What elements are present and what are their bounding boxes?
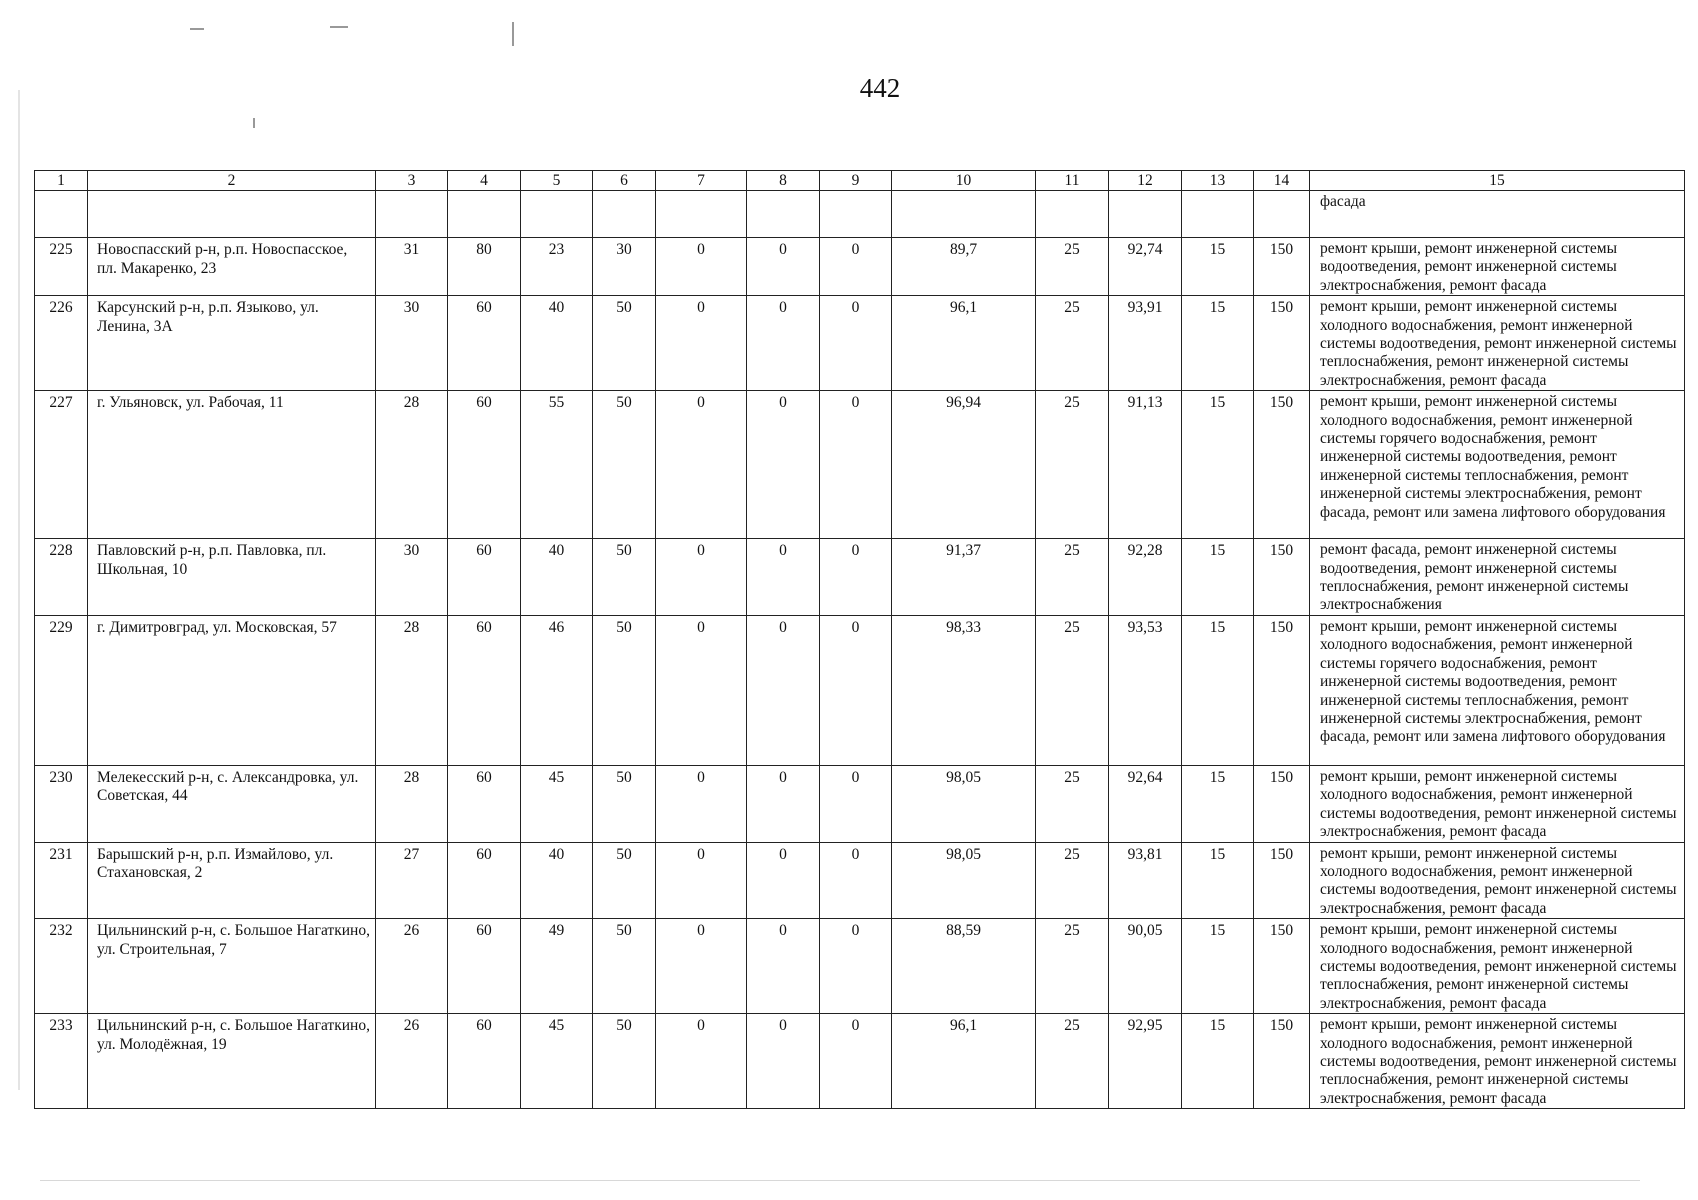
table-cell: 25 — [1036, 539, 1109, 616]
table-cell: 15 — [1182, 615, 1254, 765]
table-cell: 25 — [1036, 842, 1109, 919]
table-cell: 96,94 — [892, 391, 1036, 539]
table-row — [35, 765, 1685, 842]
work-description: ремонт крыши, ремонт инженерной системы водоотведения, ремонт инженерной системы электроснабжения, ремонт фасада — [1310, 238, 1685, 296]
row-number: 231 — [35, 842, 88, 919]
table-cell: 50 — [593, 842, 656, 919]
table-cell: 30 — [593, 238, 656, 296]
scan-speck — [40, 1180, 1640, 1181]
scan-speck — [18, 90, 20, 1090]
column-header: 7 — [656, 171, 747, 191]
table-cell: 0 — [656, 391, 747, 539]
table-cell — [820, 191, 892, 238]
table-cell: 0 — [656, 765, 747, 842]
table-cell: 90,05 — [1109, 919, 1182, 1014]
data-table — [34, 170, 1685, 1109]
table-cell: 46 — [521, 615, 593, 765]
table-cell: 150 — [1254, 615, 1310, 765]
table-cell: 40 — [521, 539, 593, 616]
row-number: 230 — [35, 765, 88, 842]
table-cell — [376, 191, 448, 238]
table-cell: 26 — [376, 1014, 448, 1109]
row-number: 229 — [35, 615, 88, 765]
table-cell: 150 — [1254, 919, 1310, 1014]
column-header: 12 — [1109, 171, 1182, 191]
table-cell: 15 — [1182, 539, 1254, 616]
table-cell — [88, 191, 376, 238]
table-row — [35, 296, 1685, 391]
table-cell: 0 — [747, 238, 820, 296]
table-cell: 15 — [1182, 391, 1254, 539]
table-cell: 60 — [448, 296, 521, 391]
column-header: 13 — [1182, 171, 1254, 191]
table-cell: 50 — [593, 1014, 656, 1109]
address: Карсунский р-н, р.п. Языково, ул. Ленина, 3А — [88, 296, 376, 391]
table-cell: 50 — [593, 391, 656, 539]
table-cell: 49 — [521, 919, 593, 1014]
table-row — [35, 539, 1685, 616]
table-cell: 96,1 — [892, 1014, 1036, 1109]
table-cell: 93,91 — [1109, 296, 1182, 391]
column-header: 5 — [521, 171, 593, 191]
table-cell: 0 — [747, 842, 820, 919]
column-header: 6 — [593, 171, 656, 191]
column-header: 3 — [376, 171, 448, 191]
table-cell: 150 — [1254, 842, 1310, 919]
work-description: ремонт крыши, ремонт инженерной системы холодного водоснабжения, ремонт инженерной системы горячего водоснабжения, ремонт инженерной системы водоотведения, ремонт инженерной системы теплоснабжения, ремонт инженерной системы электроснабжения, ремонт фасада, ремонт или замена лифтового оборудования — [1310, 615, 1685, 765]
table-row — [35, 1014, 1685, 1109]
table-cell — [593, 191, 656, 238]
table-cell: 98,05 — [892, 765, 1036, 842]
table-cell: 0 — [820, 391, 892, 539]
table-cell: 28 — [376, 391, 448, 539]
table-cell: 40 — [521, 842, 593, 919]
table-cell: 0 — [820, 238, 892, 296]
work-description: фасада — [1310, 191, 1685, 238]
work-description: ремонт крыши, ремонт инженерной системы холодного водоснабжения, ремонт инженерной системы водоотведения, ремонт инженерной системы электроснабжения, ремонт фасада — [1310, 842, 1685, 919]
column-header: 15 — [1310, 171, 1685, 191]
table-cell: 50 — [593, 296, 656, 391]
scan-speck — [190, 28, 204, 30]
table-cell — [747, 191, 820, 238]
table-row-continuation — [35, 191, 1685, 238]
table-cell — [1109, 191, 1182, 238]
address: Цильнинский р-н, с. Большое Нагаткино, ул. Строительная, 7 — [88, 919, 376, 1014]
table-cell: 25 — [1036, 1014, 1109, 1109]
table-cell: 60 — [448, 842, 521, 919]
address: Мелекесский р-н, с. Александровка, ул. Советская, 44 — [88, 765, 376, 842]
table-cell: 0 — [656, 238, 747, 296]
table-row — [35, 919, 1685, 1014]
table-cell: 91,37 — [892, 539, 1036, 616]
table-cell — [1182, 191, 1254, 238]
table-row — [35, 238, 1685, 296]
table-cell: 0 — [747, 539, 820, 616]
table-cell: 40 — [521, 296, 593, 391]
table-cell: 0 — [820, 765, 892, 842]
address: Цильнинский р-н, с. Большое Нагаткино, ул. Молодёжная, 19 — [88, 1014, 376, 1109]
column-header: 11 — [1036, 171, 1109, 191]
table-cell: 60 — [448, 615, 521, 765]
table-cell: 80 — [448, 238, 521, 296]
table-cell — [892, 191, 1036, 238]
table-cell: 92,64 — [1109, 765, 1182, 842]
table-cell: 15 — [1182, 238, 1254, 296]
column-header: 10 — [892, 171, 1036, 191]
table-cell: 0 — [656, 615, 747, 765]
address: г. Димитровград, ул. Московская, 57 — [88, 615, 376, 765]
table-cell: 0 — [656, 842, 747, 919]
address: Павловский р-н, р.п. Павловка, пл. Школьная, 10 — [88, 539, 376, 616]
table-cell: 50 — [593, 765, 656, 842]
table-cell: 93,53 — [1109, 615, 1182, 765]
table-cell: 88,59 — [892, 919, 1036, 1014]
work-description: ремонт крыши, ремонт инженерной системы холодного водоснабжения, ремонт инженерной системы водоотведения, ремонт инженерной системы теплоснабжения, ремонт инженерной системы электроснабжения, ремонт фасада — [1310, 919, 1685, 1014]
page-number: 442 — [859, 73, 901, 103]
table-cell: 92,74 — [1109, 238, 1182, 296]
table-cell: 15 — [1182, 1014, 1254, 1109]
column-header: 4 — [448, 171, 521, 191]
table-cell: 0 — [820, 842, 892, 919]
row-number: 225 — [35, 238, 88, 296]
table-cell: 91,13 — [1109, 391, 1182, 539]
table-cell: 25 — [1036, 391, 1109, 539]
table-cell: 30 — [376, 296, 448, 391]
table-cell: 0 — [747, 391, 820, 539]
table-cell — [448, 191, 521, 238]
table-cell: 25 — [1036, 919, 1109, 1014]
table-cell: 60 — [448, 765, 521, 842]
table-cell: 150 — [1254, 1014, 1310, 1109]
table-cell: 28 — [376, 615, 448, 765]
row-number: 226 — [35, 296, 88, 391]
table-cell: 28 — [376, 765, 448, 842]
table-cell: 15 — [1182, 765, 1254, 842]
table-row — [35, 615, 1685, 765]
table-cell: 0 — [747, 615, 820, 765]
table-cell — [35, 191, 88, 238]
table-cell: 60 — [448, 1014, 521, 1109]
table-cell: 89,7 — [892, 238, 1036, 296]
table-cell: 93,81 — [1109, 842, 1182, 919]
table-cell: 0 — [656, 919, 747, 1014]
table-cell: 50 — [593, 539, 656, 616]
table-row — [35, 391, 1685, 539]
table-cell: 150 — [1254, 539, 1310, 616]
table-cell: 31 — [376, 238, 448, 296]
table-cell: 60 — [448, 919, 521, 1014]
row-number: 228 — [35, 539, 88, 616]
work-description: ремонт крыши, ремонт инженерной системы холодного водоснабжения, ремонт инженерной системы водоотведения, ремонт инженерной системы электроснабжения, ремонт фасада — [1310, 765, 1685, 842]
table-cell: 0 — [656, 1014, 747, 1109]
column-header: 8 — [747, 171, 820, 191]
table-cell: 0 — [820, 1014, 892, 1109]
table-cell: 15 — [1182, 919, 1254, 1014]
work-description: ремонт крыши, ремонт инженерной системы холодного водоснабжения, ремонт инженерной системы горячего водоснабжения, ремонт инженерной системы водоотведения, ремонт инженерной системы теплоснабжения, ремонт инженерной системы электроснабжения, ремонт фасада, ремонт или замена лифтового оборудования — [1310, 391, 1685, 539]
table-cell: 60 — [448, 391, 521, 539]
table-cell: 150 — [1254, 238, 1310, 296]
scan-speck — [512, 22, 514, 46]
table-cell: 0 — [820, 296, 892, 391]
table-cell: 23 — [521, 238, 593, 296]
row-number: 233 — [35, 1014, 88, 1109]
table-cell: 98,05 — [892, 842, 1036, 919]
table-cell: 25 — [1036, 296, 1109, 391]
table-cell: 0 — [747, 919, 820, 1014]
table-cell: 0 — [820, 539, 892, 616]
column-header: 14 — [1254, 171, 1310, 191]
column-header: 2 — [88, 171, 376, 191]
table-cell: 45 — [521, 1014, 593, 1109]
table-cell: 15 — [1182, 842, 1254, 919]
work-description: ремонт крыши, ремонт инженерной системы холодного водоснабжения, ремонт инженерной системы водоотведения, ремонт инженерной системы теплоснабжения, ремонт инженерной системы электроснабжения, ремонт фасада — [1310, 1014, 1685, 1109]
table-cell: 0 — [747, 1014, 820, 1109]
table-cell: 0 — [656, 539, 747, 616]
table-cell: 27 — [376, 842, 448, 919]
table-cell — [1036, 191, 1109, 238]
address: г. Ульяновск, ул. Рабочая, 11 — [88, 391, 376, 539]
scan-speck — [253, 118, 255, 128]
table-cell: 60 — [448, 539, 521, 616]
table-cell — [656, 191, 747, 238]
row-number: 227 — [35, 391, 88, 539]
column-header: 1 — [35, 171, 88, 191]
table-cell: 150 — [1254, 296, 1310, 391]
table-cell: 25 — [1036, 765, 1109, 842]
table-cell: 92,28 — [1109, 539, 1182, 616]
table-cell: 25 — [1036, 238, 1109, 296]
table-row — [35, 842, 1685, 919]
table-cell: 0 — [820, 919, 892, 1014]
table-cell: 50 — [593, 615, 656, 765]
table-cell: 45 — [521, 765, 593, 842]
table-cell — [521, 191, 593, 238]
table-cell: 0 — [820, 615, 892, 765]
scan-speck — [330, 26, 348, 28]
table-cell: 0 — [656, 296, 747, 391]
work-description: ремонт крыши, ремонт инженерной системы холодного водоснабжения, ремонт инженерной системы водоотведения, ремонт инженерной системы теплоснабжения, ремонт инженерной системы электроснабжения, ремонт фасада — [1310, 296, 1685, 391]
table-cell: 0 — [747, 765, 820, 842]
table-cell: 26 — [376, 919, 448, 1014]
table-cell: 0 — [747, 296, 820, 391]
table-header-row — [35, 171, 1685, 191]
table-cell: 25 — [1036, 615, 1109, 765]
table-cell: 55 — [521, 391, 593, 539]
table-cell: 92,95 — [1109, 1014, 1182, 1109]
table-cell — [1254, 191, 1310, 238]
table-cell: 98,33 — [892, 615, 1036, 765]
address: Барышский р-н, р.п. Измайлово, ул. Стахановская, 2 — [88, 842, 376, 919]
table-cell: 150 — [1254, 391, 1310, 539]
row-number: 232 — [35, 919, 88, 1014]
work-description: ремонт фасада, ремонт инженерной системы водоотведения, ремонт инженерной системы теплоснабжения, ремонт инженерной системы электроснабжения — [1310, 539, 1685, 616]
table-cell: 150 — [1254, 765, 1310, 842]
table-cell: 50 — [593, 919, 656, 1014]
address: Новоспасский р-н, р.п. Новоспасское, пл. Макаренко, 23 — [88, 238, 376, 296]
column-header: 9 — [820, 171, 892, 191]
table-cell: 96,1 — [892, 296, 1036, 391]
table-cell: 15 — [1182, 296, 1254, 391]
table-cell: 30 — [376, 539, 448, 616]
